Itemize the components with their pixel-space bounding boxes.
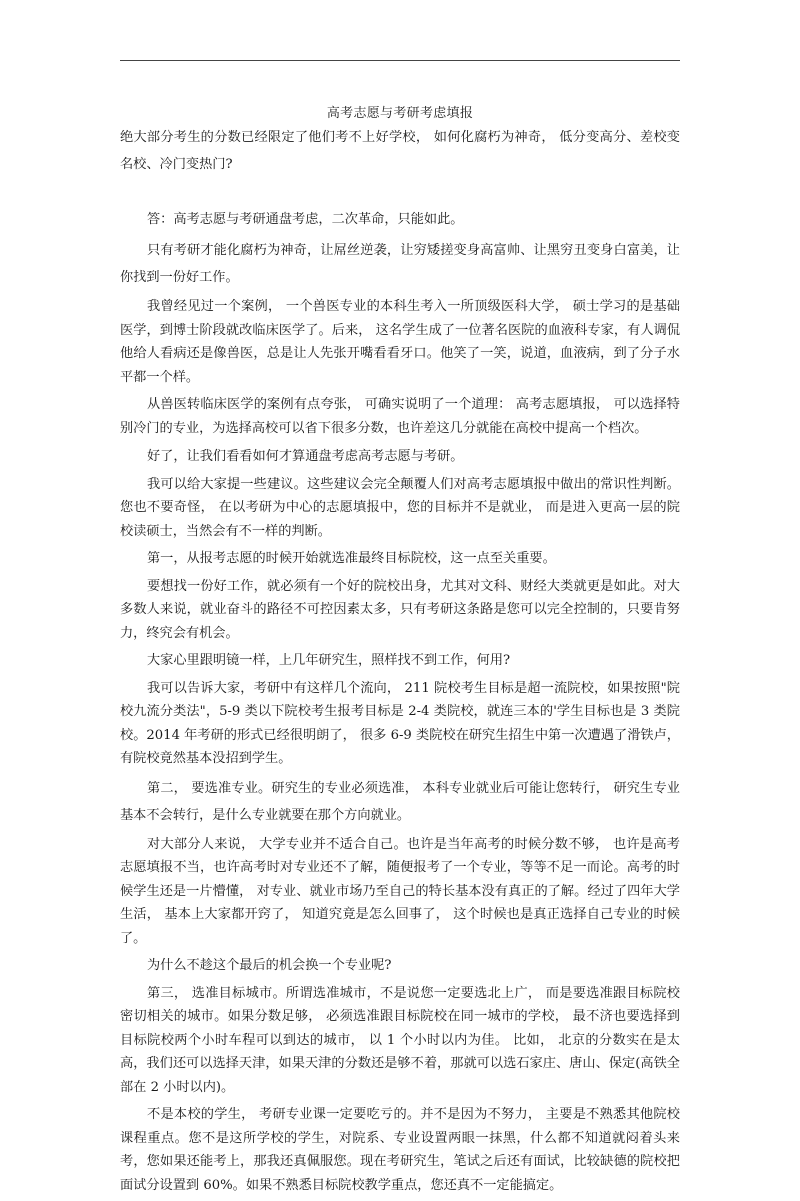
paragraph-12: 第二， 要选准专业。研究生的专业必须选准， 本科专业就业后可能让您转行， 研究生专业基本不会转行，是什么专业就要在那个方向就业。 [120, 780, 680, 823]
paragraph-7: 我可以给大家提一些建议。这些建议会完全颠覆人们对高考志愿填报中做出的常识性判断。您也不要奇怪， 在以考研为中心的志愿填报中，您的目标并不是就业， 而是进入更高一层的院校读硕士，当然会有不一样的判断。 [120, 476, 680, 539]
paragraph-16: 不是本校的学生， 考研专业课一定要吃亏的。并不是因为不努力， 主要是不熟悉其他院校课程重点。您不是这所学校的学生，对院系、专业设置两眼一抹黑，什么都不知道就闷着头来考，您如果还能考上，那我还真佩服您。现在考研究生，笔试之后还有面试，比较缺德的院校把面试分设置到 60%。如果不熟悉目标院校教学重点，您还真不一定能搞定。 [120, 1107, 680, 1193]
paragraph-2: 答：高考志愿与考研通盘考虑，二次革命，只能如此。 [147, 212, 464, 227]
paragraph-1: 绝大部分考生的分数已经限定了他们考不上好学校， 如何化腐朽为神奇， 低分变高分、差校变名校、冷门变热门? [120, 130, 680, 172]
document-title: 高考志愿与考研考虑填报 [326, 106, 474, 121]
paragraph-10: 大家心里跟明镜一样，上几年研究生，照样找不到工作，何用? [147, 653, 511, 668]
paragraph-11: 我可以告诉大家，考研中有这样几个流向， 211 院校考生目标是超一流院校，如果按照"院校九流分类法"，5-9 类以下院校考生报考目标是 2-4 类院校，就连三本的'学生目标也是 3 类院校。2014 年考研的形式已经很明朗了， 很多 6-9 类院校在研究生招生中第一次遭遇了滑铁卢，有院校竟然基本没招到学生。 [120, 680, 680, 766]
paragraph-5: 从兽医转临床医学的案例有点夸张， 可确实说明了一个道理： 高考志愿填报， 可以选择特别冷门的专业，为选择高校可以省下很多分数，也许差这几分就能在高校中提高一个档次。 [120, 397, 680, 436]
header-rule [120, 60, 680, 61]
paragraph-4: 我曾经见过一个案例， 一个兽医专业的本科生考入一所顶级医科大学， 硕士学习的是基础医学，到博士阶段就改临床医学了。后来， 这名学生成了一位著名医院的血液科专家，有人调侃他给人看病还是像兽医，总是让人先张开嘴看看牙口。他笑了一笑，说道，血液病，到了分子水平都一个样。 [120, 299, 680, 385]
paragraph-6: 好了，让我们看看如何才算通盘考虑高考志愿与考研。 [147, 449, 464, 464]
paragraph-8: 第一，从报考志愿的时候开始就选准最终目标院校，这一点至关重要。 [147, 551, 556, 566]
paragraph-3: 只有考研才能化腐朽为神奇，让屌丝逆袭，让穷矮搓变身高富帅、让黑穷丑变身白富美，让你找到一份好工作。 [120, 243, 680, 285]
paragraph-9: 要想找一份好工作，就必须有一个好的院校出身，尤其对文科、财经大类就更是如此。对大多数人来说，就业奋斗的路径不可控因素太多，只有考研这条路是您可以完全控制的，只要肯努力，终究会有机会。 [120, 578, 680, 641]
paragraph-14: 为什么不趁这个最后的机会换一个专业呢? [147, 958, 392, 973]
paragraph-13: 对大部分人来说， 大学专业并不适合自己。也许是当年高考的时候分数不够， 也许是高考志愿填报不当，也许高考时对专业还不了解，随便报考了一个专业，等等不足一而论。高考的时候学生还是一片懵懂， 对专业、就业市场乃至自己的特长基本没有真正的了解。经过了四年大学生活， 基本上大家都开窍了， 知道究竟是怎么回事了， 这个时候也是真正选择自己专业的时候了。 [120, 836, 680, 946]
document-body [120, 124, 680, 1201]
paragraph-15: 第三， 选准目标城市。所谓选准城市，不是说您一定要选北上广， 而是要选准跟目标院校密切相关的城市。如果分数足够， 必须选准跟目标院校在同一城市的学校， 最不济也要选择到目标院校两个小时车程可以到达的城市， 以 1 个小时以内为佳。 比如， 北京的分数实在是太高，我们还可以选择天津，如果天津的分数还是够不着，那就可以选石家庄、唐山、保定(高铁全部在 2 小时以内)。 [120, 985, 680, 1095]
